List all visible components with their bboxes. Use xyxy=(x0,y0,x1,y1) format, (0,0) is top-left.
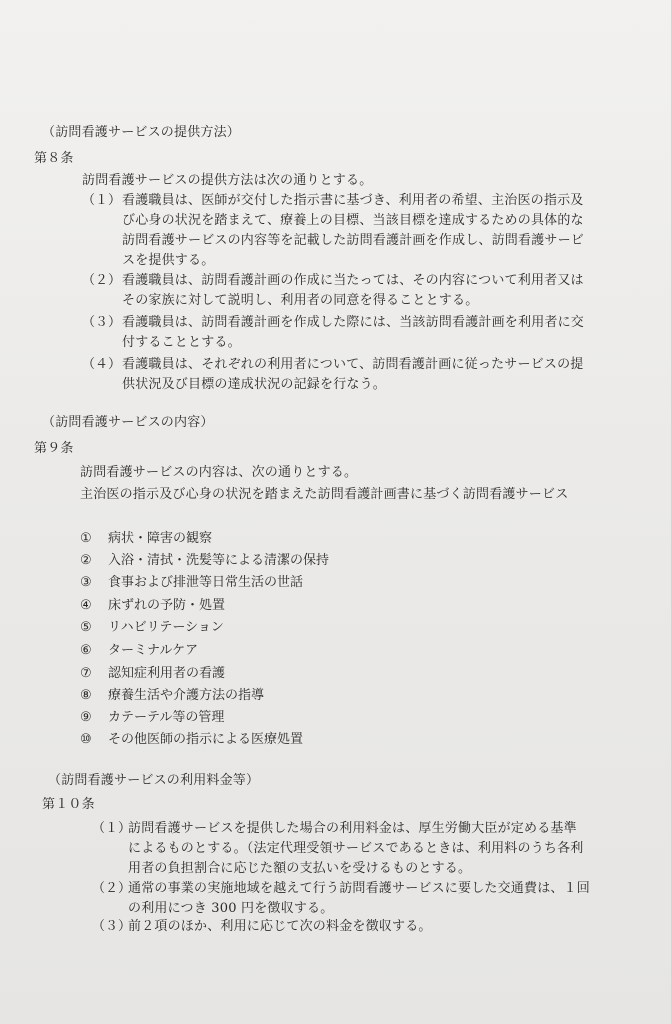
list-number: ④ xyxy=(80,598,92,613)
list-number: ⑦ xyxy=(80,666,92,681)
list-item: 認知症利用者の看護 xyxy=(108,666,226,681)
article-10-item-line: 前２項のほか、利用に応じて次の料金を徴収する。 xyxy=(128,919,432,934)
article-8-title: 第８条 xyxy=(34,151,74,166)
list-item: 床ずれの予防・処置 xyxy=(108,598,226,613)
list-item: 病状・障害の観察 xyxy=(108,531,213,546)
article-9-intro: 訪問看護サービスの内容は、次の通りとする。 xyxy=(80,465,358,480)
article-10-item-number: （２） xyxy=(92,881,132,896)
article-8-item-number: （４） xyxy=(82,357,122,372)
list-item: 食事および排泄等日常生活の世話 xyxy=(108,575,304,590)
article-8-intro: 訪問看護サービスの提供方法は次の通りとする。 xyxy=(82,173,373,188)
article-8-item-number: （３） xyxy=(82,315,122,330)
list-number: ① xyxy=(80,531,92,546)
list-number: ⑥ xyxy=(80,643,92,658)
list-number: ⑤ xyxy=(80,620,92,635)
article-8-item-line: その家族に対して説明し、利用者の同意を得ることとする。 xyxy=(122,293,479,308)
article-8-item-line: 看護職員は、医師が交付した指示書に基づき、利用者の希望、主治医の指示及 xyxy=(122,193,584,208)
article-10-item-line: 用者の負担割合に応じた額の支払いを受けるものとする。 xyxy=(128,861,472,876)
article-8-item-line: 看護職員は、訪問看護計画を作成した際には、当該訪問看護計画を利用者に交 xyxy=(122,315,585,330)
list-item: ターミナルケア xyxy=(108,643,199,658)
list-item: その他医師の指示による医療処置 xyxy=(108,732,304,747)
article-8-item-line: 訪問看護サービスの内容等を記載した訪問看護計画を作成し、訪問看護サービ xyxy=(122,233,585,248)
list-number: ③ xyxy=(80,575,92,590)
article-10-item-line: 通常の事業の実施地域を越えて行う訪問看護サービスに要した交通費は、１回 xyxy=(128,881,591,896)
article-8-item-line: び心身の状況を踏まえて、療養上の目標、当該目標を達成するための具体的な xyxy=(122,213,584,228)
article-10-item-number: （３） xyxy=(92,919,132,934)
list-item: リハビリテーション xyxy=(108,620,224,635)
list-item: 入浴・清拭・洗髪等による清潔の保持 xyxy=(108,553,330,568)
article-8-item-line: スを提供する。 xyxy=(122,253,215,268)
list-item: 療養生活や介護方法の指導 xyxy=(108,688,265,703)
list-item: カテーテル等の管理 xyxy=(108,710,225,725)
list-number: ⑨ xyxy=(80,710,92,725)
article-10-title: 第１０条 xyxy=(42,797,95,812)
section-heading-8: （訪問看護サービスの提供方法） xyxy=(42,125,241,140)
list-number: ⑧ xyxy=(80,688,92,703)
article-10-item-number: （１） xyxy=(92,821,132,836)
article-8-item-line: 供状況及び目標の達成状況の記録を行なう。 xyxy=(122,377,387,392)
article-9-title: 第９条 xyxy=(34,441,74,456)
article-8-item-line: 看護職員は、訪問看護計画の作成に当たっては、その内容について利用者又は xyxy=(122,273,584,288)
article-8-item-line: 看護職員は、それぞれの利用者について、訪問看護計画に従ったサービスの提 xyxy=(122,357,584,372)
article-9-subtitle: 主治医の指示及び心身の状況を踏まえた訪問看護計画書に基づく訪問看護サービス xyxy=(80,487,569,502)
article-8-item-number: （１） xyxy=(82,193,122,208)
list-number: ② xyxy=(80,553,92,568)
section-heading-10: （訪問看護サービスの利用料金等） xyxy=(48,773,260,788)
section-heading-9: （訪問看護サービスの内容） xyxy=(42,415,214,430)
article-10-item-line: の利用につき 300 円を徴収する。 xyxy=(128,901,334,916)
article-10-item-line: によるものとする。（法定代理受領サービスであるときは、利用料のうち各利 xyxy=(128,841,584,856)
article-10-item-line: 訪問看護サービスを提供した場合の利用料金は、厚生労働大臣が定める基準 xyxy=(128,821,577,836)
article-8-item-number: （２） xyxy=(82,273,122,288)
article-8-item-line: 付することとする。 xyxy=(122,335,241,350)
list-number: ⑩ xyxy=(80,732,92,747)
